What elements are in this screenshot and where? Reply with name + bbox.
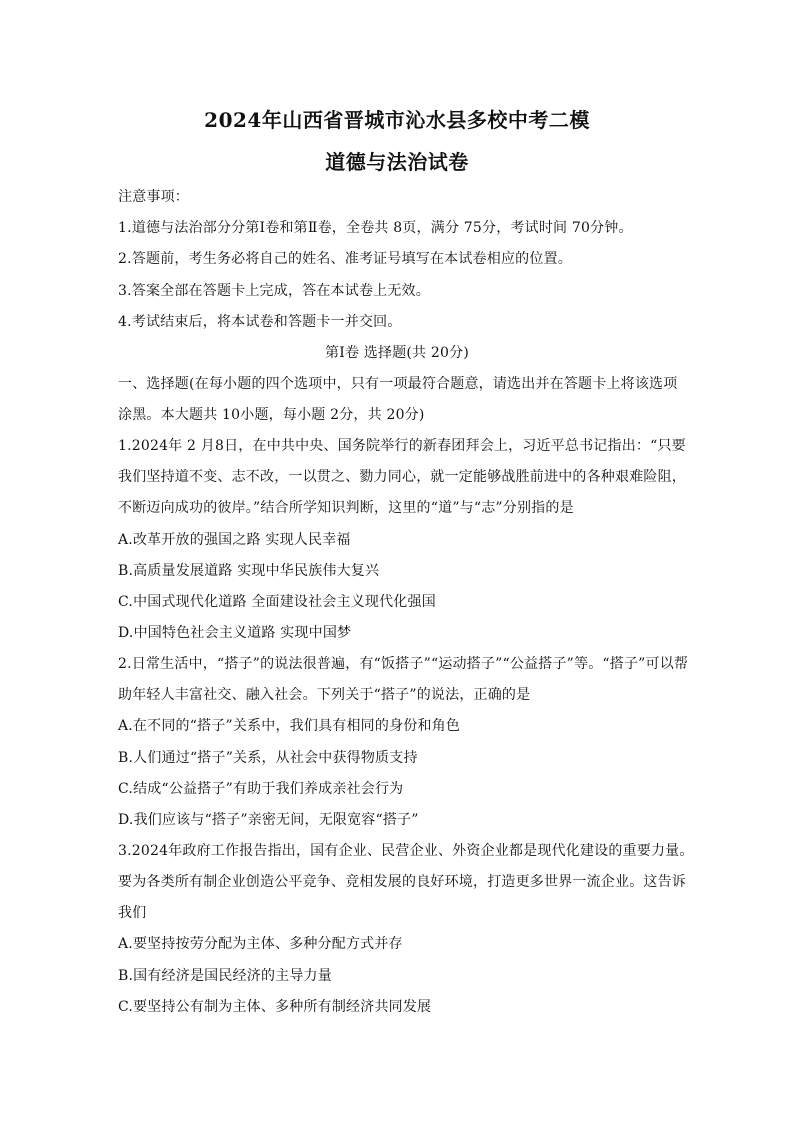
question-1-option-d: D.中国特色社会主义道路 实现中国梦 (118, 625, 352, 641)
question-3-option-c: C.要坚持公有制为主体、多种所有制经济共同发展 (118, 999, 432, 1015)
question-2-option-b: B.人们通过“搭子”关系，从社会中获得物质支持 (118, 750, 418, 766)
question-2-stem: 助年轻人丰富社交、融入社会。下列关于“搭子”的说法，正确的是 (118, 687, 531, 703)
exam-subtitle: 道德与法治试卷 (325, 150, 469, 174)
question-2-option-a: A.在不同的“搭子”关系中，我们具有相同的身份和角色 (118, 718, 461, 734)
question-1-option-a: A.改革开放的强国之路 实现人民幸福 (118, 532, 351, 548)
question-3-stem: 3.2024年政府工作报告指出，国有企业、民营企业、外资企业都是现代化建设的重要力量。 (118, 843, 694, 859)
question-1-stem: 1.2024年 2 月8日，在中共中央、国务院举行的新春团拜会上，习近平总书记指出：“只要 (118, 438, 686, 454)
exam-title: 2024年山西省晋城市沁水县多校中考二模 (204, 108, 590, 132)
question-2-stem: 2.日常生活中，“搭子”的说法很普遍，有“饭搭子”“运动搭子”“公益搭子”等。“搭子”可以帮 (118, 656, 689, 672)
question-1-stem: 不断迈向成功的彼岸。”结合所学知识判断，这里的“道”与“志”分别指的是 (118, 500, 574, 516)
section-title: 第Ⅰ卷 选择题(共 20分) (325, 345, 469, 361)
question-2-option-c: C.结成“公益搭子”有助于我们养成亲社会行为 (118, 781, 404, 797)
question-3-option-a: A.要坚持按劳分配为主体、多种分配方式并存 (118, 936, 403, 952)
question-2-option-d: D.我们应该与“搭子”亲密无间，无限宽容“搭子” (118, 812, 419, 828)
question-3-option-b: B.国有经济是国民经济的主导力量 (118, 968, 332, 984)
question-3-stem: 我们 (118, 905, 147, 921)
question-3-stem: 要为各类所有制企业创造公平竞争、竞相发展的良好环境，打造更多世界一流企业。这告诉 (118, 874, 686, 890)
section-instruction: 一、选择题(在每小题的四个选项中，只有一项最符合题意，请选出并在答题卡上将该选项 (118, 376, 678, 392)
section-instruction: 涂黑。本大题共 10小题，每小题 2分，共 20分) (118, 407, 425, 423)
notice-item: 1.道德与法治部分分第Ⅰ卷和第Ⅱ卷，全卷共 8页，满分 75分，考试时间 70分钟。 (118, 220, 633, 236)
question-1-option-b: B.高质量发展道路 实现中华民族伟大复兴 (118, 563, 380, 579)
notice-item: 4.考试结束后，将本试卷和答题卡一并交回。 (118, 314, 402, 330)
notice-heading: 注意事项： (118, 189, 189, 205)
question-1-stem: 我们坚持道不变、志不改，一以贯之、勠力同心，就一定能够战胜前进中的各种艰难险阻， (118, 469, 686, 485)
question-1-option-c: C.中国式现代化道路 全面建设社会主义现代化强国 (118, 594, 436, 610)
notice-item: 3.答案全部在答题卡上完成，答在本试卷上无效。 (118, 283, 430, 299)
notice-item: 2.答题前，考生务必将自己的姓名、准考证号填写在本试卷相应的位置。 (118, 251, 572, 267)
